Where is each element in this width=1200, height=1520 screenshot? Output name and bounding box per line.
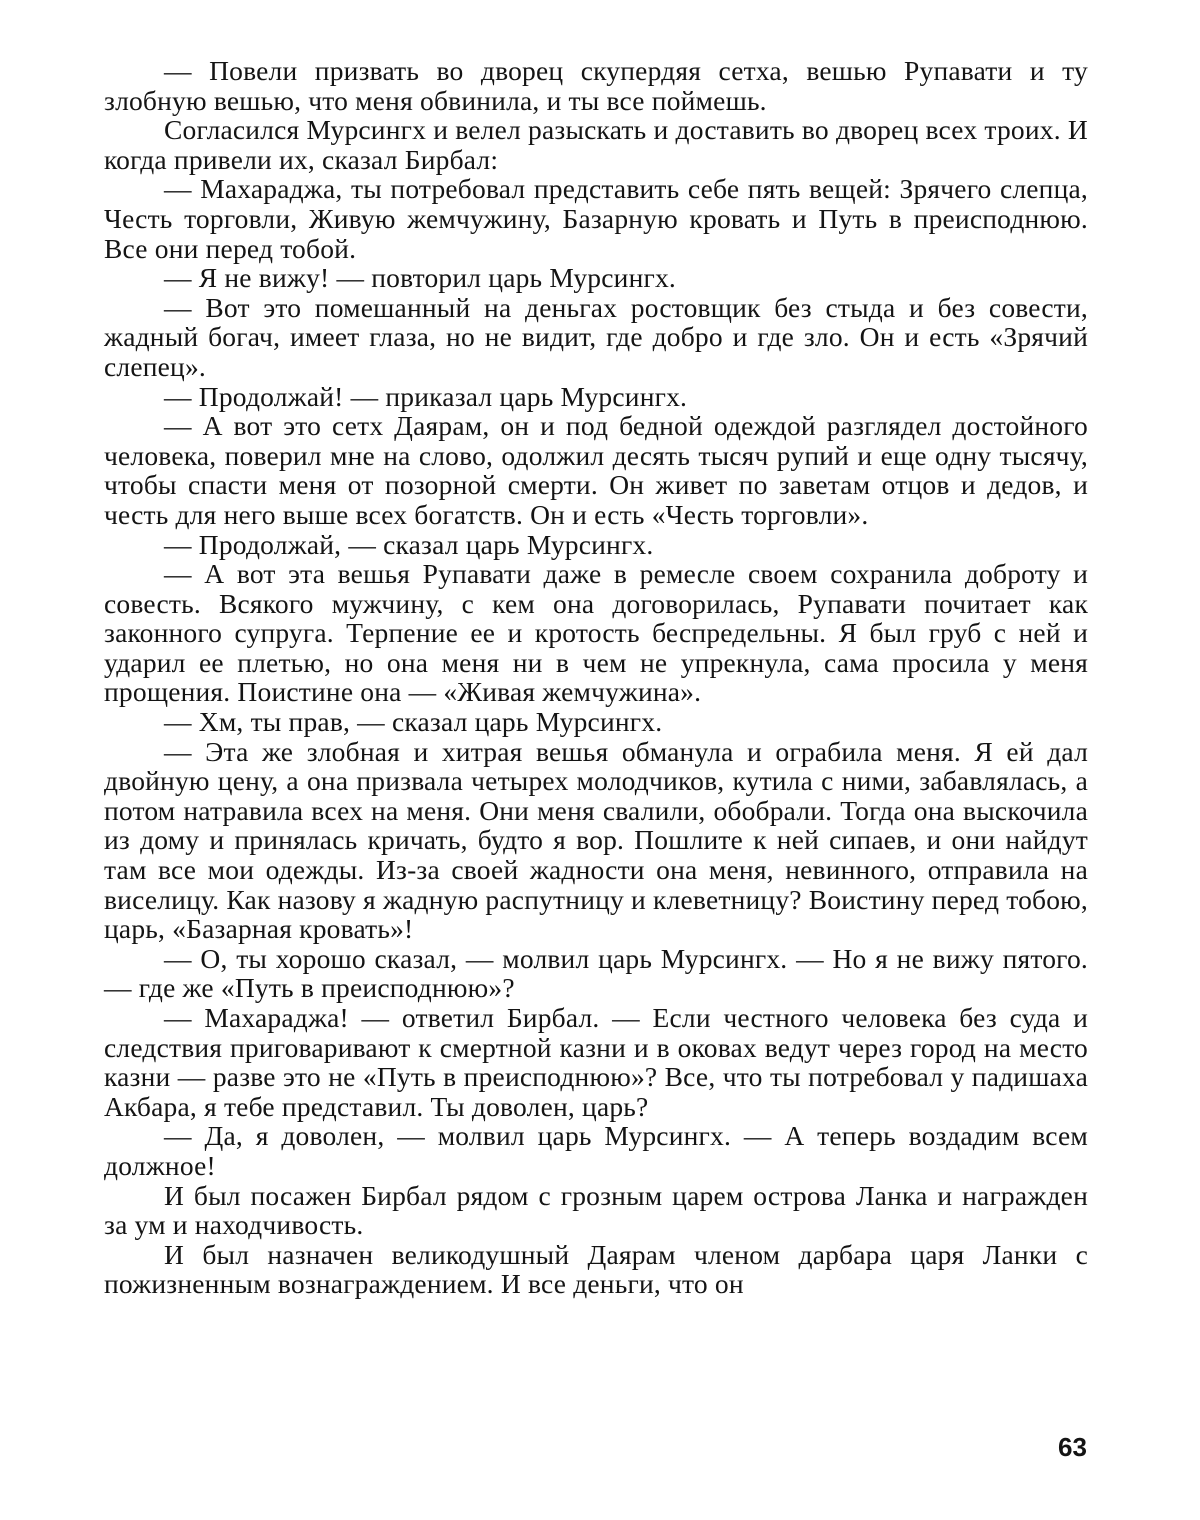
paragraph: — Повели призвать во дворец скупердяя сетха, вешью Рупавати и ту злобную вешью, что меня обвинила, и ты все поймешь. <box>104 55 1088 116</box>
paragraph: — Махараджа! — ответил Бирбал. — Если честного человека без суда и следствия приговаривают к смертной казни и в оковах ведут через город на место казни — разве это не «Путь в преисподнюю»? Все, что ты потребовал у падишаха Акбара, я тебе представил. Ты доволен, царь? <box>104 1002 1088 1122</box>
paragraph: — Вот это помешанный на деньгах ростовщик без стыда и без совести, жадный богач, имеет глаза, но не видит, где добро и где зло. Он и есть «Зрячий слепец». <box>104 291 1088 382</box>
paragraph: — Эта же злобная и хитрая вешья обманула и ограбила меня. Я ей дал двойную цену, а она призвала четырех молодчиков, кутила с ними, забавлялась, а потом натравила всех на меня. Они меня свалили, обобрали. Тогда она выскочила из дому и принялась кричать, будто я вор. Пошлите к ней сипаев, и они найдут там все мои одежды. Из-за своей жадности она меня, невинного, отправила на виселицу. Как назову я жадную распутницу и клеветницу? Воистину перед тобою, царь, «Базарная кровать»! <box>104 735 1088 945</box>
paragraph: — О, ты хорошо сказал, — молвил царь Мурсингх. — Но я не вижу пятого. — где же «Путь в преисподнюю»? <box>104 942 1088 1004</box>
paragraph: — Хм, ты прав, — сказал царь Мурсингх. <box>164 706 663 738</box>
paragraph: И был посажен Бирбал рядом с грозным царем острова Ланка и награжден за ум и находчивость. <box>104 1179 1088 1241</box>
paragraph: — Да, я доволен, — молвил царь Мурсингх. — А теперь воздадим всем должное! <box>104 1120 1088 1181</box>
page-number: 63 <box>1058 1432 1087 1462</box>
paragraph: Согласился Мурсингх и велел разыскать и доставить во дворец всех троих. И когда привели их, сказал Бирбал: <box>104 114 1088 175</box>
paragraph: — Я не вижу! — повторил царь Мурсингх. <box>164 262 676 294</box>
paragraph: — Махараджа, ты потребовал представить себе пять вещей: Зрячего слепца, Честь торговли, Живую жемчужину, Базарную кровать и Путь в преисподнюю. Все они перед тобой. <box>104 173 1088 264</box>
paragraph: — А вот это сетх Даярам, он и под бедной одеждой разглядел достойного человека, поверил мне на слово, одолжил десять тысяч рупий и еще одну тысячу, чтобы спасти меня от позорной смерти. Он живет по заветам отцов и дедов, и честь для него выше всех богатств. Он и есть «Честь торговли». <box>104 410 1088 530</box>
paragraph: — Продолжай, — сказал царь Мурсингх. <box>164 528 654 560</box>
body-text <box>104 56 1088 1299</box>
paragraph: — Продолжай! — приказал царь Мурсингх. <box>164 380 688 412</box>
paragraph: И был назначен великодушный Даярам членом дарбара царя Ланки с пожизненным вознаграждением. И все деньги, что он <box>104 1238 1088 1300</box>
paragraph: — А вот эта вешья Рупавати даже в ремесле своем сохранила доброту и совесть. Всякого мужчину, с кем она договорилась, Рупавати почитает как законного супруга. Терпение ее и кротость беспредельны. Я был груб с ней и ударил ее плетью, но она меня ни в чем не упрекнула, сама просила у меня прощения. Поистине она — «Живая жемчужина». <box>104 558 1088 708</box>
